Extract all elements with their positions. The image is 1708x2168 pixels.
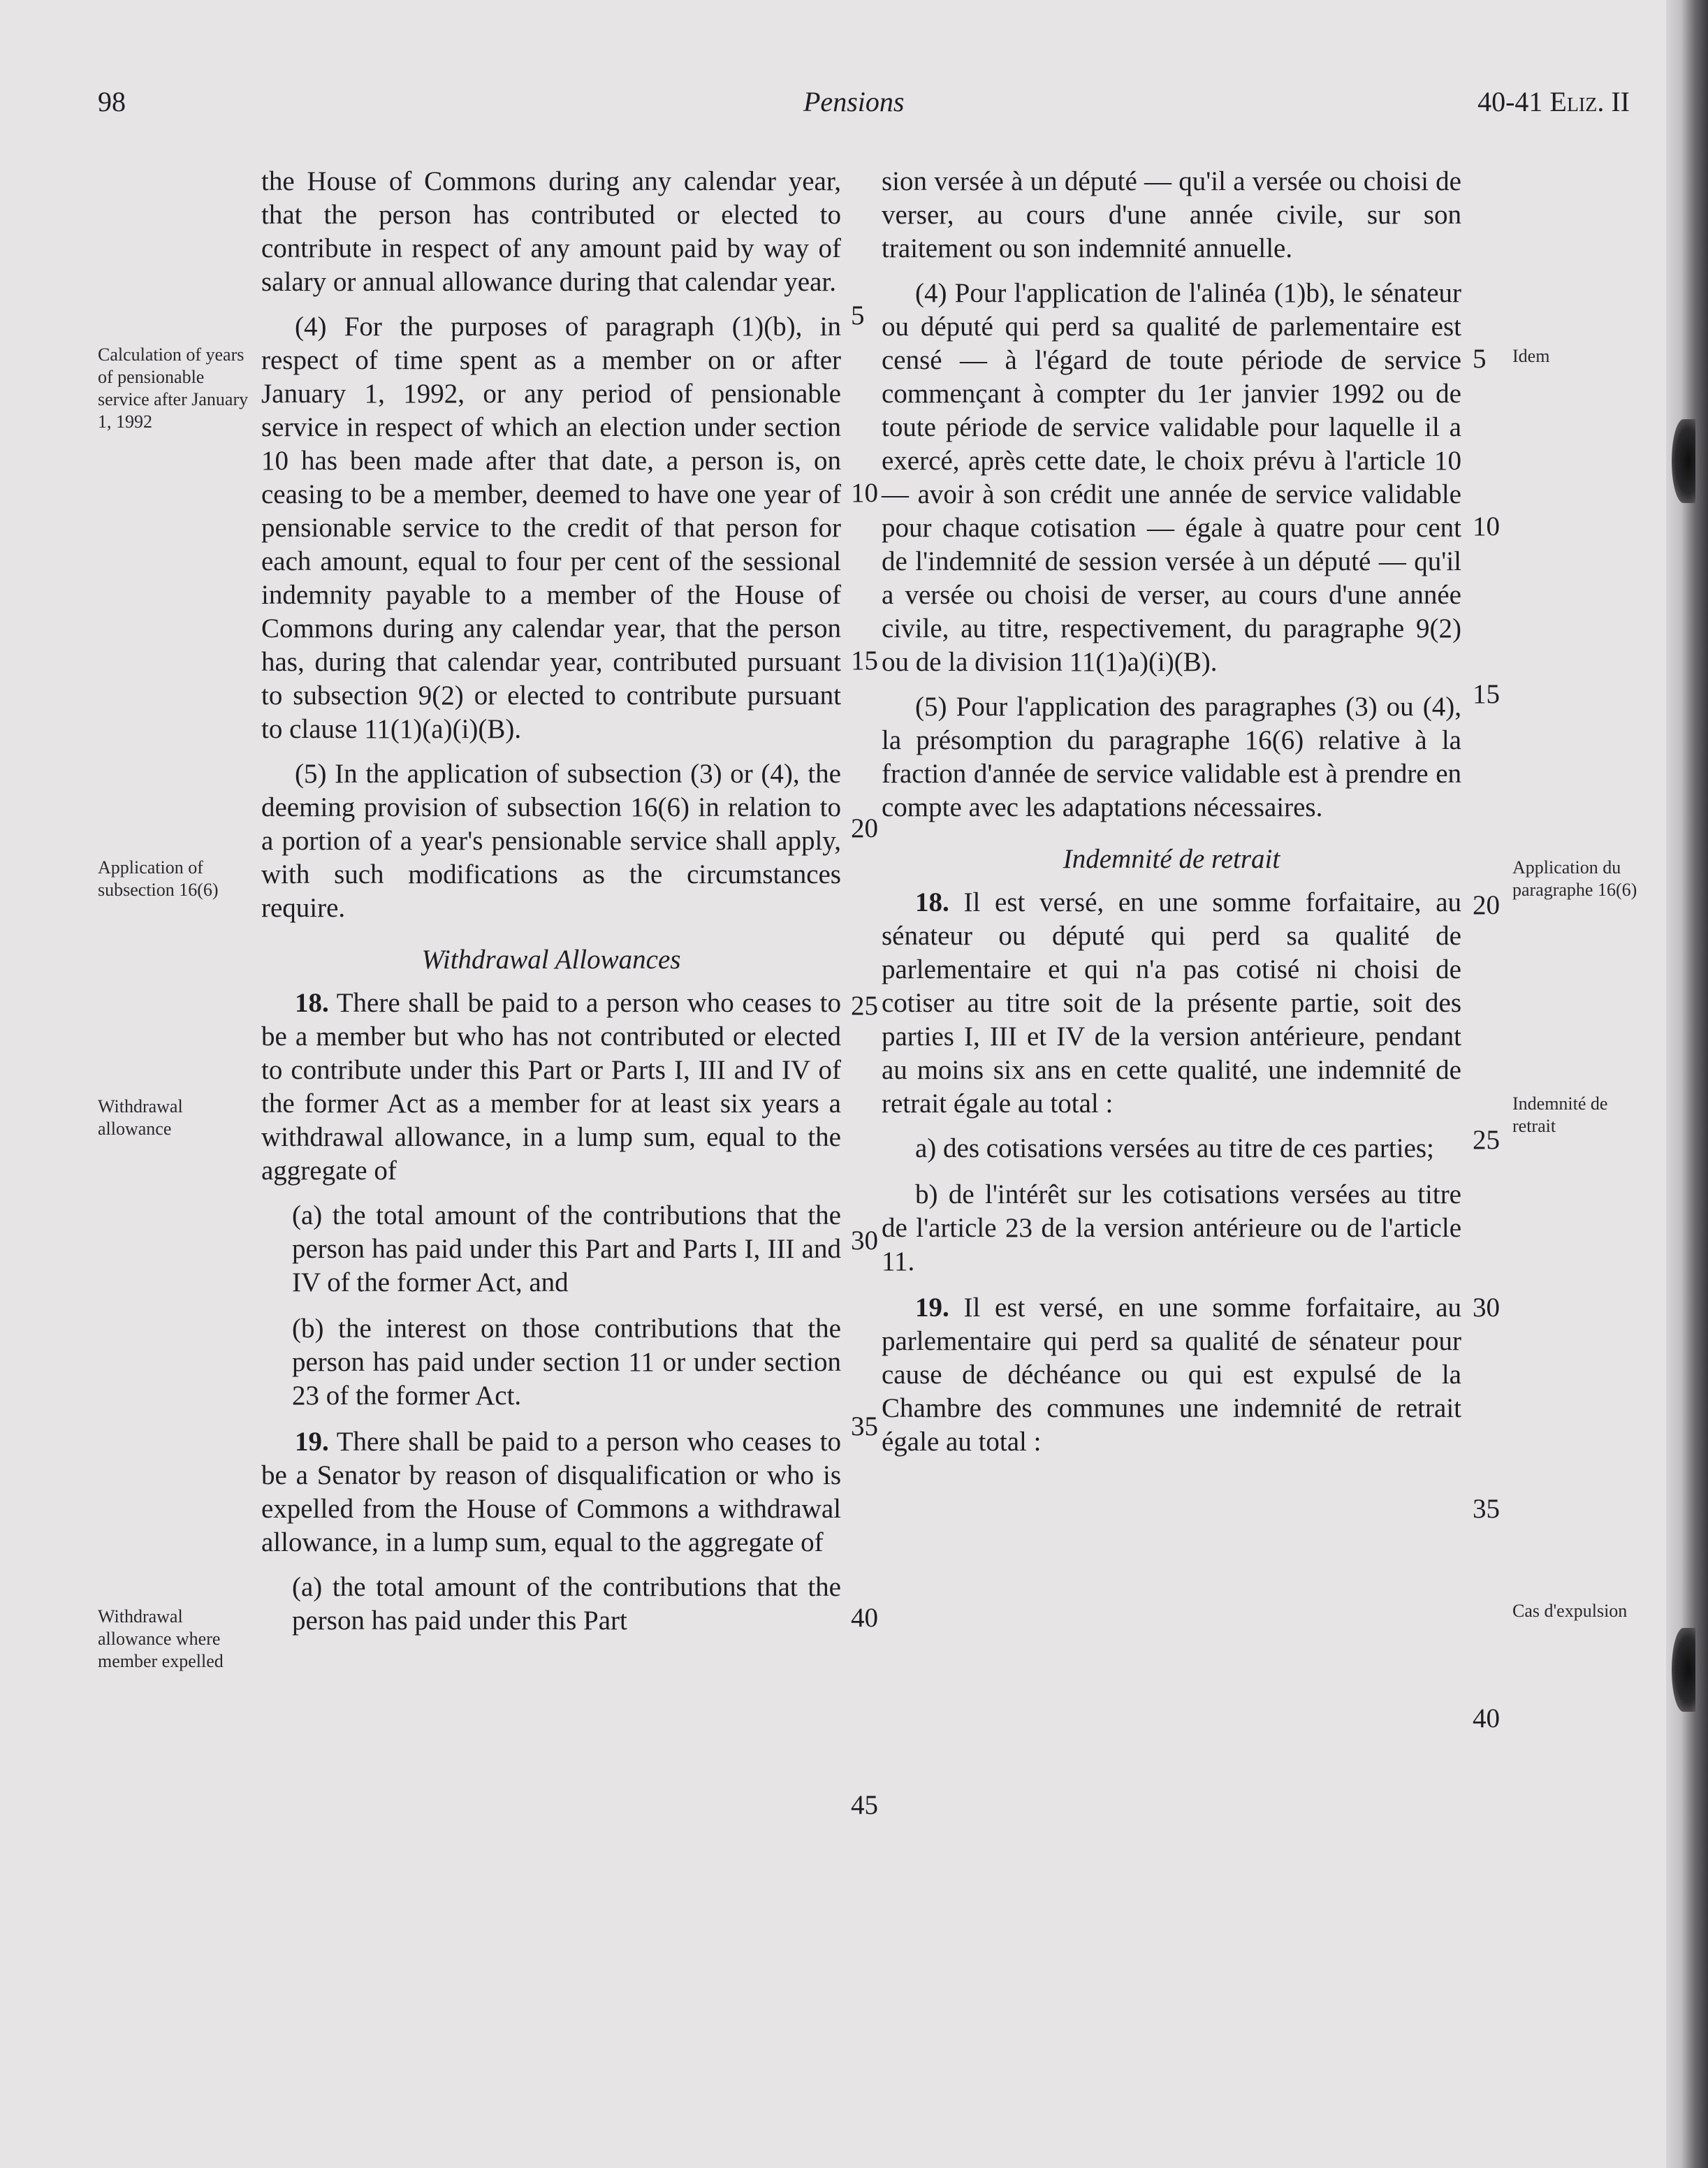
margin-note-withdrawal: Withdrawal allowance xyxy=(98,1096,183,1139)
en-section-heading: Withdrawal Allowances xyxy=(421,945,681,975)
line-number: 20 xyxy=(1473,890,1500,920)
margin-note-application-fr: Application du paragraphe 16(6) xyxy=(1512,857,1637,900)
line-number: 25 xyxy=(851,991,878,1021)
binder-clip-bottom xyxy=(1672,1628,1695,1712)
line-number: 35 xyxy=(851,1411,878,1441)
fr-subsection-4: (4) Pour l'application de l'alinéa (1)b), le sénateur ou député qui perd sa qualité de parlementaire est censé — à l'égard de toute période de service commençant à compter du 1er janvier 1992 ou de toute période de service validable pour laquelle il a exercé, après cette date, le choix prévu à l'article 10 — avoir à son crédit une année de service validable pour chaque cotisation — égale à quatre pour cent de l'indemnité de session versée à un député — qu'il a versée ou choisi de verser, au cours d'une année civile, au titre, respectivement, du paragraphe 9(2) ou de la division 11(1)a)(i)(B). xyxy=(882,278,1461,677)
line-number: 25 xyxy=(1473,1125,1500,1155)
book-spine-shadow xyxy=(1666,0,1708,2168)
line-number: 15 xyxy=(1473,679,1500,709)
en-subsection-4: (4) For the purposes of paragraph (1)(b), in respect of time spent as a member on or after January 1, 1992, or any period of pensionable service in respect of which an election under section 10 has been made after that date, a person is, on ceasing to be a member, deemed to have one year of pensionable service to the credit of that person for each amount, equal to four per cent of the sessional indemnity payable to a member of the House of Commons during any calendar year, that the person has, during that calendar year, contributed pursuant to subsection 9(2) or elected to contribute pursuant to clause 11(1)(a)(i)(B). xyxy=(261,312,841,744)
fr-section-19: 19. Il est versé, en une somme forfaitaire, au parlementaire qui perd sa qualité de sénateur pour cause de déchéance ou qui est expulsé de la Chambre des communes une indemnité de retrait égale au total : xyxy=(882,1293,1462,1457)
line-number: 10 xyxy=(1473,511,1500,541)
line-number: 40 xyxy=(1473,1703,1500,1733)
regnal-year: 40-41 Eliz. II xyxy=(1477,86,1630,117)
en-subsection-5: (5) In the application of subsection (3) or (4), the deeming provision of subsection 16(6) in relation to a portion of a year's pensionable service shall apply, with such modifications as the circumstances require. xyxy=(261,759,841,923)
margin-note-idem: Idem xyxy=(1512,346,1550,366)
en-section-18-a: (a) the total amount of the contributions that the person has paid under this Part and Parts I, III and IV of the former Act, and xyxy=(292,1200,841,1297)
fr-section-18-b: b) de l'intérêt sur les cotisations versées au titre de l'article 23 de la version antérieure ou de l'article 11. xyxy=(882,1179,1461,1276)
fr-section-18-a: a) des cotisations versées au titre de ces parties; xyxy=(915,1133,1434,1163)
line-number: 40 xyxy=(851,1603,878,1633)
fr-section-18: 18. Il est versé, en une somme forfaitaire, au sénateur ou député qui perd sa qualité de parlementaire et qui n'a pas cotisé ni choisi de cotiser au titre soit de la présente partie, soit des parties I, III et IV de la version antérieure, pendant au moins six ans en cette qualité, une indemnité de retrait égale au total : xyxy=(882,887,1462,1119)
en-section-18: 18. There shall be paid to a person who ceases to be a member but who has not contributed or elected to contribute under this Part or Parts I, III and IV of the former Act as a member for at least six years a withdrawal allowance, in a lump sum, equal to the aggregate of xyxy=(261,988,841,1186)
en-section-18-b: (b) the interest on those contributions that the person has paid under section 11 or under section 23 of the former Act. xyxy=(292,1314,841,1411)
binder-clip-top xyxy=(1672,419,1695,503)
fr-subsection-5: (5) Pour l'application des paragraphes (3) ou (4), la présomption du paragraphe 16(6) relative à la fraction d'année de service validable est à prendre en compte avec les adaptations nécessaires. xyxy=(882,692,1461,822)
line-number: 15 xyxy=(851,646,878,676)
line-number: 30 xyxy=(1473,1293,1500,1323)
margin-note-application: Application of subsection 16(6) xyxy=(98,857,219,900)
english-column xyxy=(261,165,841,1650)
fr-section-heading: Indemnité de retrait xyxy=(1063,844,1280,874)
line-number: 30 xyxy=(851,1225,878,1256)
line-number: 45 xyxy=(851,1790,878,1820)
margin-note-calculation: Calculation of years of pensionable service after January 1, 1992 xyxy=(98,344,249,432)
margin-note-expelled: Withdrawal allowance where member expelled xyxy=(98,1606,224,1671)
line-number: 5 xyxy=(1473,344,1487,374)
line-number: 35 xyxy=(1473,1494,1500,1524)
en-section-19: 19. There shall be paid to a person who ceases to be a Senator by reason of disqualification or who is expelled from the House of Commons a withdrawal allowance, in a lump sum, equal to the aggregate of xyxy=(261,1427,841,1557)
en-section-19-a: (a) the total amount of the contributions that the person has paid under this Part xyxy=(292,1572,841,1636)
running-title: Pensions xyxy=(803,86,905,117)
french-column xyxy=(882,165,1461,1470)
en-paragraph-continued: the House of Commons during any calendar year, that the person has contributed or elected to contribute in respect of any amount paid by way of salary or annual allowance during that calendar year. xyxy=(261,166,841,297)
fr-paragraph-continued: sion versée à un député — qu'il a versée ou choisi de verser, au cours d'une année civile, sur son traitement ou son indemnité annuelle. xyxy=(882,166,1461,263)
margin-note-indemnite: Indemnité de retrait xyxy=(1512,1093,1608,1136)
margin-note-expulsion: Cas d'expulsion xyxy=(1512,1601,1628,1621)
line-number: 20 xyxy=(851,813,878,843)
line-number: 5 xyxy=(851,300,865,330)
page-number: 98 xyxy=(98,86,126,117)
line-number: 10 xyxy=(851,478,878,508)
